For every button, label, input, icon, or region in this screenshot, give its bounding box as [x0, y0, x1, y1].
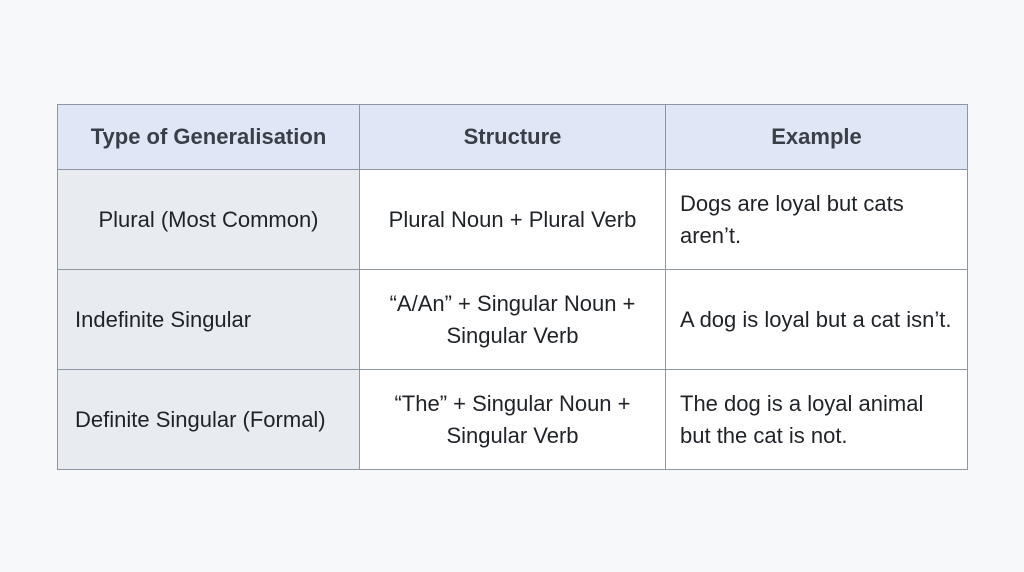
example-cell-text: The dog is a loyal animal but the cat is not. — [680, 390, 924, 448]
structure-cell — [360, 370, 666, 470]
example-cell — [666, 370, 968, 470]
generalisation-table-container — [57, 104, 967, 470]
type-cell-text: Definite Singular (Formal) — [75, 406, 326, 432]
structure-cell-text: Plural Noun + Plural Verb — [388, 206, 637, 232]
header-type-of-generalisation: Type of Generalisation — [58, 105, 360, 170]
structure-cell-text: “The” + Singular Noun + Singular Verb — [394, 390, 631, 448]
header-structure: Structure — [360, 105, 666, 170]
type-cell-text: Indefinite Singular — [75, 306, 252, 332]
structure-cell-text: “A/An” + Singular Noun + Singular Verb — [389, 290, 636, 348]
table-row — [58, 270, 968, 370]
type-cell — [58, 170, 360, 270]
table-header-row — [58, 105, 968, 170]
structure-cell — [360, 170, 666, 270]
table-row — [58, 170, 968, 270]
example-cell — [666, 170, 968, 270]
generalisation-table — [57, 104, 968, 470]
structure-cell — [360, 270, 666, 370]
example-cell — [666, 270, 968, 370]
example-cell-text: A dog is loyal but a cat isn’t. — [680, 306, 952, 332]
type-cell — [58, 370, 360, 470]
table-row — [58, 370, 968, 470]
header-example: Example — [666, 105, 968, 170]
example-cell-text: Dogs are loyal but cats aren’t. — [680, 190, 904, 248]
type-cell-text: Plural (Most Common) — [98, 206, 319, 232]
type-cell — [58, 270, 360, 370]
